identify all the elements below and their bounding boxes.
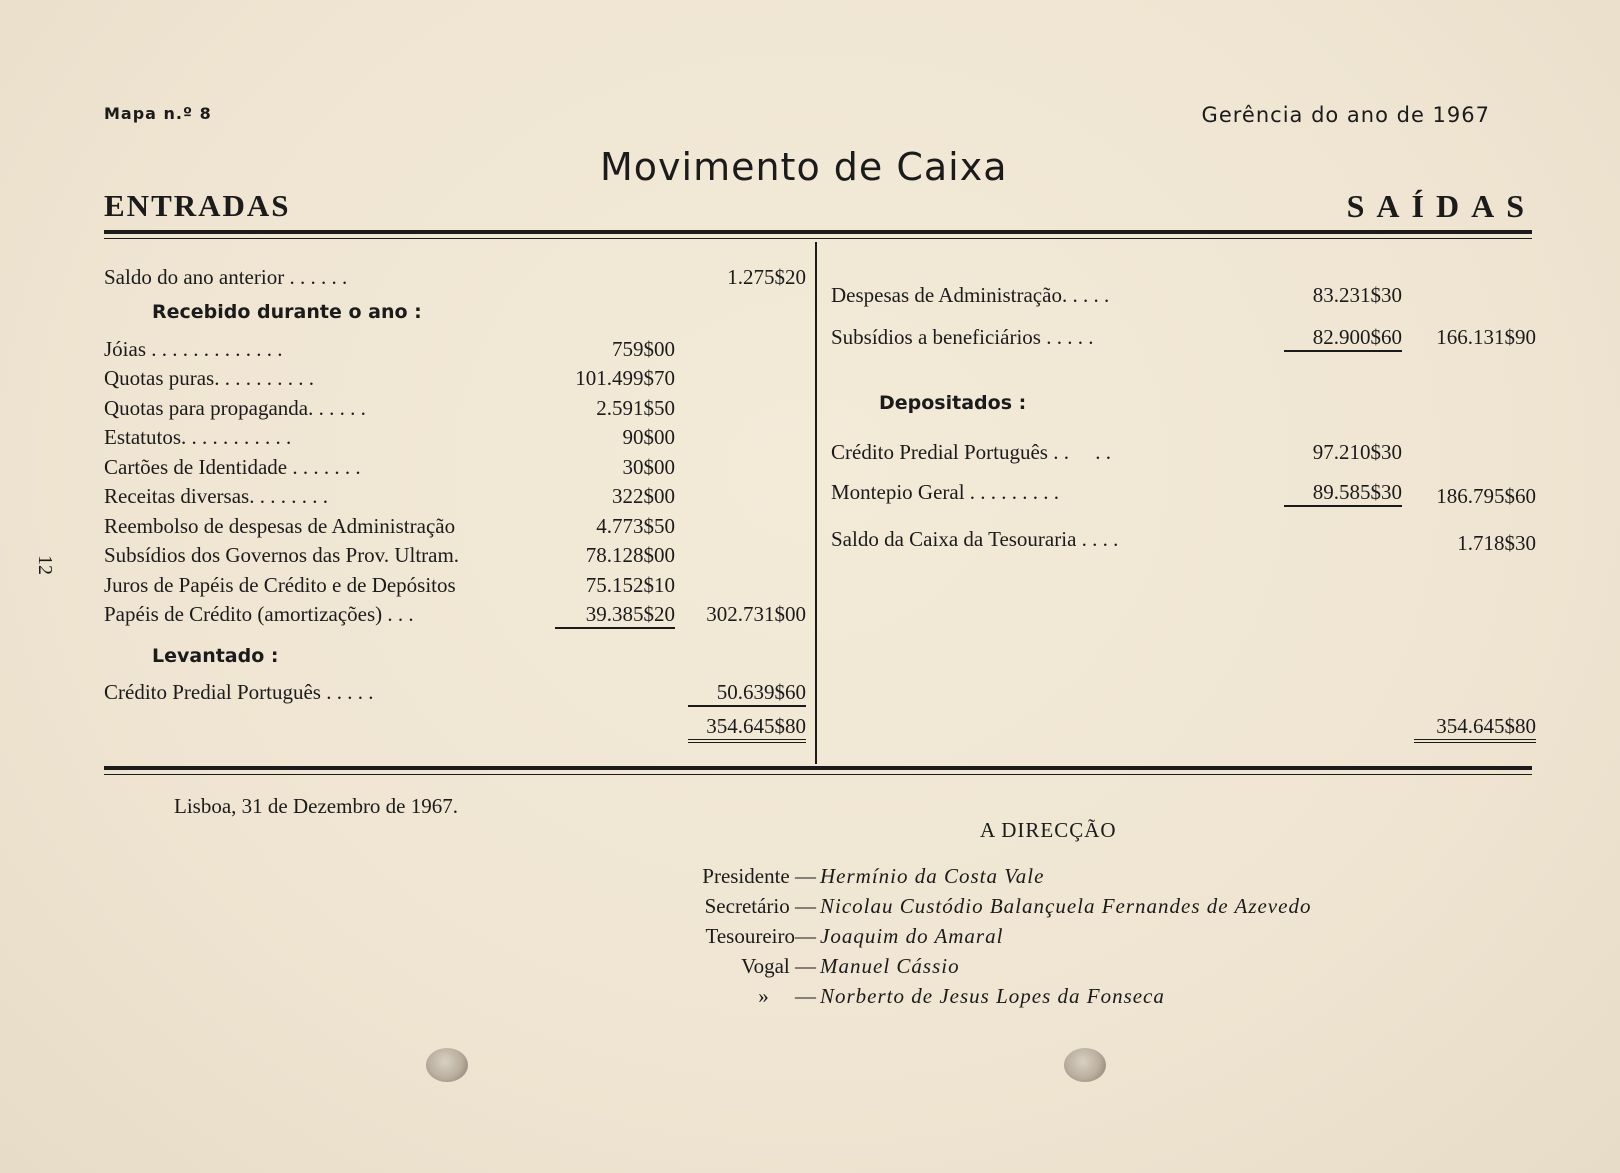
- list-item: Crédito Predial Português . . . .: [831, 440, 1111, 464]
- signatory-role: Presidente —: [702, 864, 816, 888]
- list-item: Quotas para propaganda. . . . . .: [104, 396, 366, 420]
- cash-balance-total: 1.718$30: [1457, 531, 1536, 555]
- top-rule-thick: [104, 230, 1532, 234]
- received-heading: Recebido durante o ano :: [152, 301, 422, 323]
- list-item-value: 322$00: [612, 484, 675, 508]
- punch-hole: [1064, 1048, 1106, 1082]
- signatory-role: Secretário —: [704, 894, 816, 918]
- list-item-value: 83.231$30: [1312, 283, 1402, 307]
- signatory-name: Nicolau Custódio Balançuela Fernandes de Azevedo: [820, 894, 1312, 918]
- list-item-value: 30$00: [622, 455, 675, 479]
- list-item-value: 759$00: [612, 337, 675, 361]
- fiscal-year-label: Gerência do ano de 1967: [1201, 103, 1490, 127]
- list-item: Juros de Papéis de Crédito e de Depósitos: [104, 573, 456, 597]
- list-item-value: 90$00: [622, 425, 675, 449]
- list-item: Despesas de Administração. . . . .: [831, 283, 1110, 307]
- list-item: Subsídios a beneficiários . . . . .: [831, 325, 1094, 349]
- deposits-total: 186.795$60: [1436, 484, 1536, 508]
- saidas-items-total: 166.131$90: [1436, 325, 1536, 349]
- list-item: Papéis de Crédito (amortizações) . . .: [104, 602, 414, 626]
- saidas-grand-total: 354.645$80: [1414, 714, 1536, 743]
- entradas-heading: ENTRADAS: [104, 188, 291, 223]
- list-item: Jóias . . . . . . . . . . . . .: [104, 337, 283, 361]
- board-heading: A DIRECÇÃO: [980, 818, 1117, 842]
- cash-balance-label: Saldo da Caixa da Tesouraria . . . .: [831, 527, 1119, 551]
- list-item: Montepio Geral . . . . . . . . .: [831, 480, 1060, 504]
- list-item-value: 101.499$70: [575, 366, 675, 390]
- received-total: 302.731$00: [706, 602, 806, 626]
- deposited-heading: Depositados :: [879, 392, 1027, 414]
- punch-hole: [426, 1048, 468, 1082]
- top-rule-thin: [104, 238, 1532, 239]
- list-item-value: 75.152$10: [585, 573, 675, 597]
- signatory-name: Manuel Cássio: [820, 954, 960, 978]
- list-item-value: 97.210$30: [1312, 440, 1402, 464]
- list-item-value: 82.900$60: [1284, 325, 1402, 352]
- signatory-role: Tesoureiro—: [705, 924, 816, 948]
- list-item-value: 4.773$50: [596, 514, 675, 538]
- withdrawn-item-label: Crédito Predial Português . . . . .: [104, 680, 374, 704]
- list-item: Receitas diversas. . . . . . . .: [104, 484, 328, 508]
- page-number: 12: [34, 555, 56, 575]
- list-item: Subsídios dos Governos das Prov. Ultram.: [104, 543, 460, 567]
- list-item-value: 39.385$20: [555, 602, 675, 629]
- signatory-name: Joaquim do Amaral: [820, 924, 1004, 948]
- bottom-rule-thin: [104, 774, 1532, 775]
- page-title: Movimento de Caixa: [600, 145, 1008, 189]
- list-item: Quotas puras. . . . . . . . . .: [104, 366, 314, 390]
- signatory-role: » —: [758, 984, 816, 1008]
- opening-balance-total: 1.275$20: [727, 265, 806, 289]
- place-date: Lisboa, 31 de Dezembro de 1967.: [174, 794, 459, 818]
- list-item: Reembolso de despesas de Administração: [104, 514, 456, 538]
- saidas-heading: SAÍDAS: [1346, 188, 1536, 224]
- list-item-value: 78.128$00: [585, 543, 675, 567]
- list-item: Estatutos. . . . . . . . . . .: [104, 425, 292, 449]
- list-item-value: 89.585$30: [1284, 480, 1402, 507]
- map-number: Mapa n.º 8: [104, 104, 212, 123]
- signatory-name: Hermínio da Costa Vale: [820, 864, 1045, 888]
- list-item: Cartões de Identidade . . . . . . .: [104, 455, 361, 479]
- opening-balance-label: Saldo do ano anterior . . . . . .: [104, 265, 348, 289]
- withdrawn-item-total: 50.639$60: [688, 680, 806, 707]
- entradas-grand-total: 354.645$80: [688, 714, 806, 743]
- column-divider: [815, 242, 817, 764]
- bottom-rule-thick: [104, 766, 1532, 770]
- withdrawn-heading: Levantado :: [152, 645, 279, 667]
- list-item-value: 2.591$50: [596, 396, 675, 420]
- signatory-role: Vogal —: [741, 954, 816, 978]
- signatory-name: Norberto de Jesus Lopes da Fonseca: [820, 984, 1165, 1008]
